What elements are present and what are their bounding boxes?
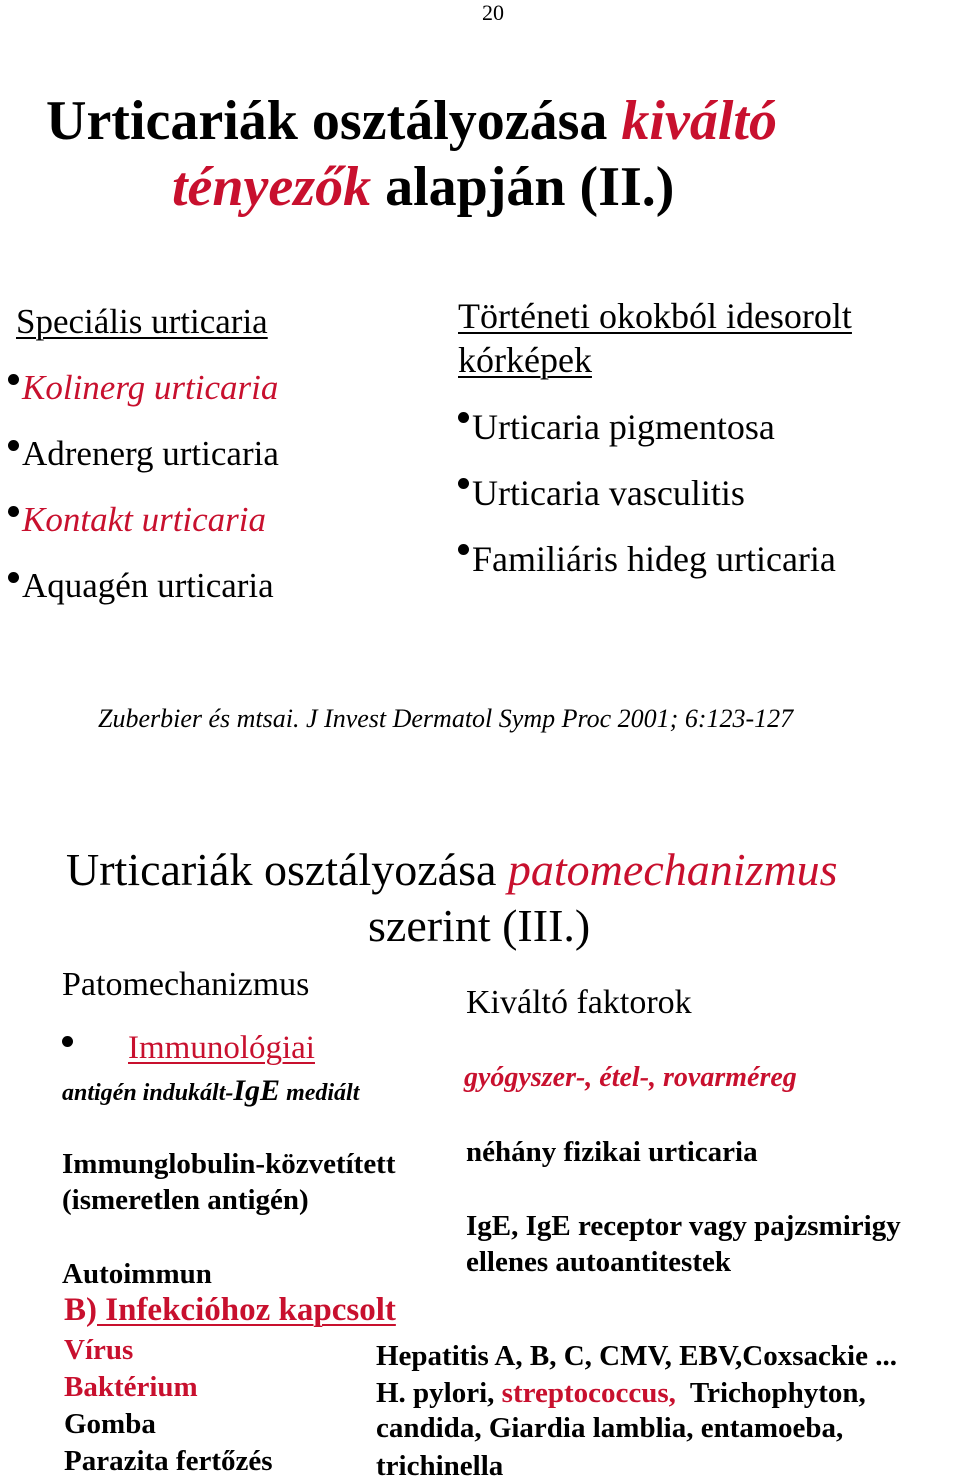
list-item-label: Kontakt urticaria bbox=[22, 500, 267, 539]
slide2-title-highlight: patomechanizmus bbox=[507, 844, 838, 895]
hpylori-text: H. pylori, bbox=[376, 1377, 502, 1409]
slide1-title-highlight-1: kiváltó bbox=[621, 90, 777, 152]
page-number: 20 bbox=[482, 0, 504, 25]
infection-type-bacterium: Baktérium bbox=[64, 1371, 198, 1403]
historical-heading: Történeti okokból idesorolt kórképek bbox=[458, 296, 852, 380]
trigger-autoantibodies-line2: ellenes autoantitestek bbox=[466, 1246, 731, 1278]
antigen-induced-line bbox=[62, 1074, 359, 1108]
special-urticaria-heading: Speciális urticaria bbox=[16, 302, 268, 341]
streptococcus-text: streptococcus, bbox=[501, 1377, 676, 1409]
bullet-icon bbox=[8, 506, 19, 517]
list-item-label: Aquagén urticaria bbox=[22, 566, 274, 605]
antigen-suffix: mediált bbox=[280, 1080, 360, 1106]
list-item-kolinerg bbox=[8, 368, 278, 408]
list-item-pigmentosa bbox=[458, 406, 775, 448]
trigger-autoantibodies-line1: IgE, IgE receptor vagy pajzsmirigy bbox=[466, 1210, 901, 1242]
slide1-title-suffix: alapján (II.) bbox=[371, 156, 675, 218]
immunological-label: Immunológiai bbox=[128, 1030, 315, 1066]
slide2-title-line2: szerint (III.) bbox=[368, 900, 591, 951]
bullet-icon bbox=[458, 544, 469, 555]
infection-parasite-list: trichinella bbox=[376, 1450, 504, 1482]
infection-type-virus: Vírus bbox=[64, 1334, 134, 1366]
list-item-label: Adrenerg urticaria bbox=[22, 434, 279, 473]
bullet-icon bbox=[8, 572, 19, 583]
infection-heading bbox=[64, 1292, 396, 1329]
trigger-physical-urticaria: néhány fizikai urticaria bbox=[466, 1136, 758, 1168]
list-item-kontakt bbox=[8, 500, 266, 540]
bullet-icon bbox=[8, 440, 19, 451]
immunoglobulin-line2: (ismeretlen antigén) bbox=[62, 1184, 309, 1216]
trigger-drugs-food-venom: gyógyszer-, étel-, rovarméreg bbox=[464, 1062, 797, 1093]
infection-label: Infekcióhoz kapcsolt bbox=[97, 1292, 396, 1328]
citation: Zuberbier és mtsai. J Invest Dermatol Symp Proc 2001; 6:123-127 bbox=[98, 704, 794, 733]
slide1-title bbox=[46, 88, 926, 220]
infection-bacteria-list bbox=[376, 1377, 866, 1410]
immunological-row bbox=[62, 1030, 315, 1067]
immunoglobulin-line1: Immunglobulin-közvetített bbox=[62, 1148, 396, 1180]
infection-fungi-list: candida, Giardia lamblia, entamoeba, bbox=[376, 1412, 844, 1444]
bullet-icon bbox=[458, 478, 469, 489]
slide2-title bbox=[66, 842, 838, 898]
list-item-aquagen bbox=[8, 566, 274, 606]
infection-viruses-list: Hepatitis A, B, C, CMV, EBV,Coxsackie ... bbox=[376, 1340, 897, 1372]
list-item-label: Urticaria vasculitis bbox=[472, 473, 745, 513]
pathomechanism-heading: Patomechanizmus bbox=[62, 966, 310, 1003]
trichophyton-text: Trichophyton, bbox=[675, 1377, 866, 1409]
list-item-vasculitis bbox=[458, 472, 745, 514]
infection-type-fungus: Gomba bbox=[64, 1408, 156, 1440]
list-item-adrenerg bbox=[8, 434, 279, 474]
slide1-title-text: Urticariák osztályozása bbox=[46, 90, 622, 152]
infection-prefix: B) bbox=[64, 1292, 97, 1328]
list-item-label: Kolinerg urticaria bbox=[22, 368, 279, 407]
list-item-familiaris bbox=[458, 538, 836, 580]
slide1-title-highlight-2: tényezők bbox=[172, 156, 372, 218]
bullet-icon bbox=[458, 412, 469, 423]
autoimmune-label: Autoimmun bbox=[62, 1258, 212, 1290]
infection-type-parasite: Parazita fertőzés bbox=[64, 1445, 273, 1477]
bullet-icon bbox=[8, 374, 19, 385]
antigen-prefix: antigén indukált- bbox=[62, 1080, 234, 1106]
list-item-label: Urticaria pigmentosa bbox=[472, 407, 775, 447]
antigen-ige: IgE bbox=[233, 1074, 281, 1107]
slide2-title-text: Urticariák osztályozása bbox=[66, 844, 508, 895]
trigger-factors-heading: Kiváltó faktorok bbox=[466, 984, 692, 1021]
list-item-label: Familiáris hideg urticaria bbox=[472, 539, 836, 579]
bullet-icon bbox=[62, 1036, 73, 1047]
